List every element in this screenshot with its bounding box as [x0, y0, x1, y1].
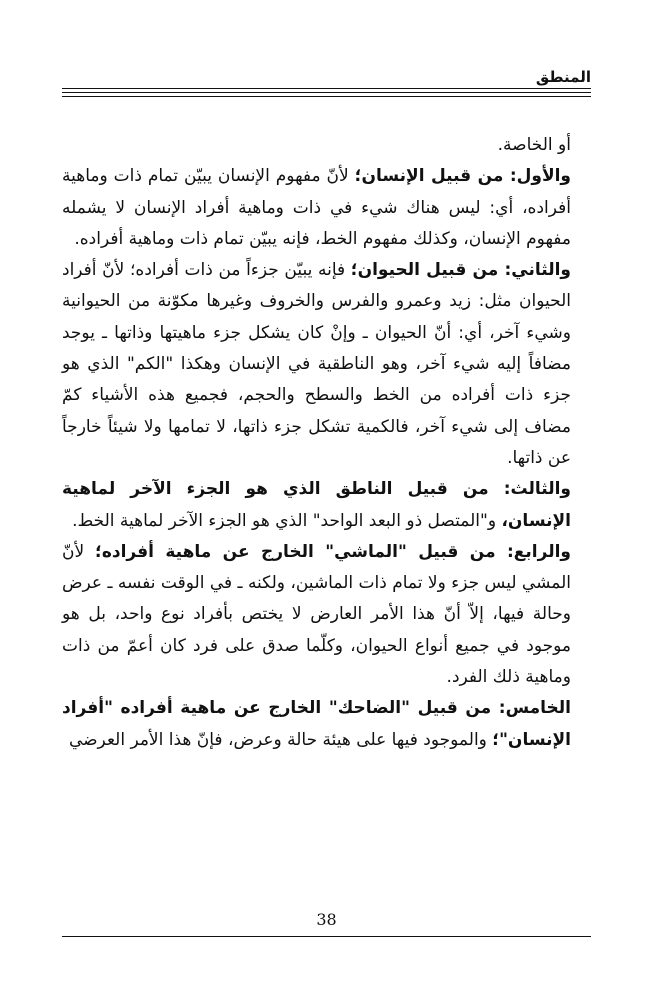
paragraph-lead: والأول: من قبيل الإنسان؛ — [354, 166, 571, 187]
paragraph-3 — [62, 474, 591, 537]
header-rule-2 — [62, 92, 591, 93]
paragraph-text: لأنّ المشي ليس جزء ولا تمام ذات الماشين، ولكنه ـ في الوقت نفسه ـ عرض وحالة فيها، إلاّ أنّ هذا الأمر العارض لا يختص بأفراد نوع واحد، بل هو موجود في جميع أنواع الحيوان، وكلّما صدق على فرد كان أعمّ من ذات وماهية ذلك الفرد. — [62, 541, 571, 688]
paragraph-0 — [62, 130, 591, 161]
page-number: 38 — [316, 910, 337, 929]
footer-rule — [62, 936, 591, 937]
body-text — [62, 130, 591, 756]
header-rule-3 — [62, 96, 591, 97]
paragraph-text: لأنّ مفهوم الإنسان يبيّن تمام ذات وماهية أفراده، أي: ليس هناك شيء في ذات وماهية أفراد الإنسان لا يشمله مفهوم الإنسان، وكذلك مفهوم الخط، فإنه يبيّن تمام ذات وماهية أفراده. — [62, 166, 571, 249]
paragraph-1 — [62, 161, 591, 255]
paragraph-lead: والثالث: من قبيل الناطق الذي هو الجزء الآخر لماهية الإنسان، — [62, 479, 571, 531]
header-rule-1 — [62, 88, 591, 89]
paragraph-5 — [62, 693, 591, 756]
paragraph-text: فإنه يبيّن جزءاً من ذات أفراده؛ لأنّ أفراد الحيوان مثل: زيد وعمرو والفرس والخروف وغيرها مكوّنة من الحيوانية وشيء آخر، أي: أنّ الحيوان ـ وإنْ كان يشكل جزء ماهيتها وذاتها ـ يوجد مضافاً إليه شيء آخر، وهو الناطقية في الإنسان وهكذا "الكم" الذي هو جزء ذات أفراده من الخط والسطح والحجم، فجميع هذه الأشياء كمّ مضاف إلى شيء آخر، فالكمية تشكل جزء ذاتها، لا تمامها ولا شيئاً خارجاً عن ذاتها. — [62, 260, 571, 468]
paragraph-text: و"المتصل ذو البعد الواحد" الذي هو الجزء الآخر لماهية الخط. — [72, 510, 502, 531]
paragraph-lead: والثاني: من قبيل الحيوان؛ — [350, 260, 571, 281]
paragraph-text: والموجود فيها على هيئة حالة وعرض، فإنّ هذا الأمر العرضي — [68, 729, 493, 750]
paragraph-lead: الخامس: من قبيل "الضاحك" الخارج عن ماهية أفراده "أفراد الإنسان"؛ — [62, 698, 571, 750]
paragraph-text: أو الخاصة. — [497, 135, 571, 155]
paragraph-lead: والرابع: من قبيل "الماشي" الخارج عن ماهية أفراده؛ — [95, 541, 571, 562]
paragraph-4 — [62, 537, 591, 693]
running-header-title: المنطق — [535, 68, 591, 86]
paragraph-2 — [62, 255, 591, 474]
